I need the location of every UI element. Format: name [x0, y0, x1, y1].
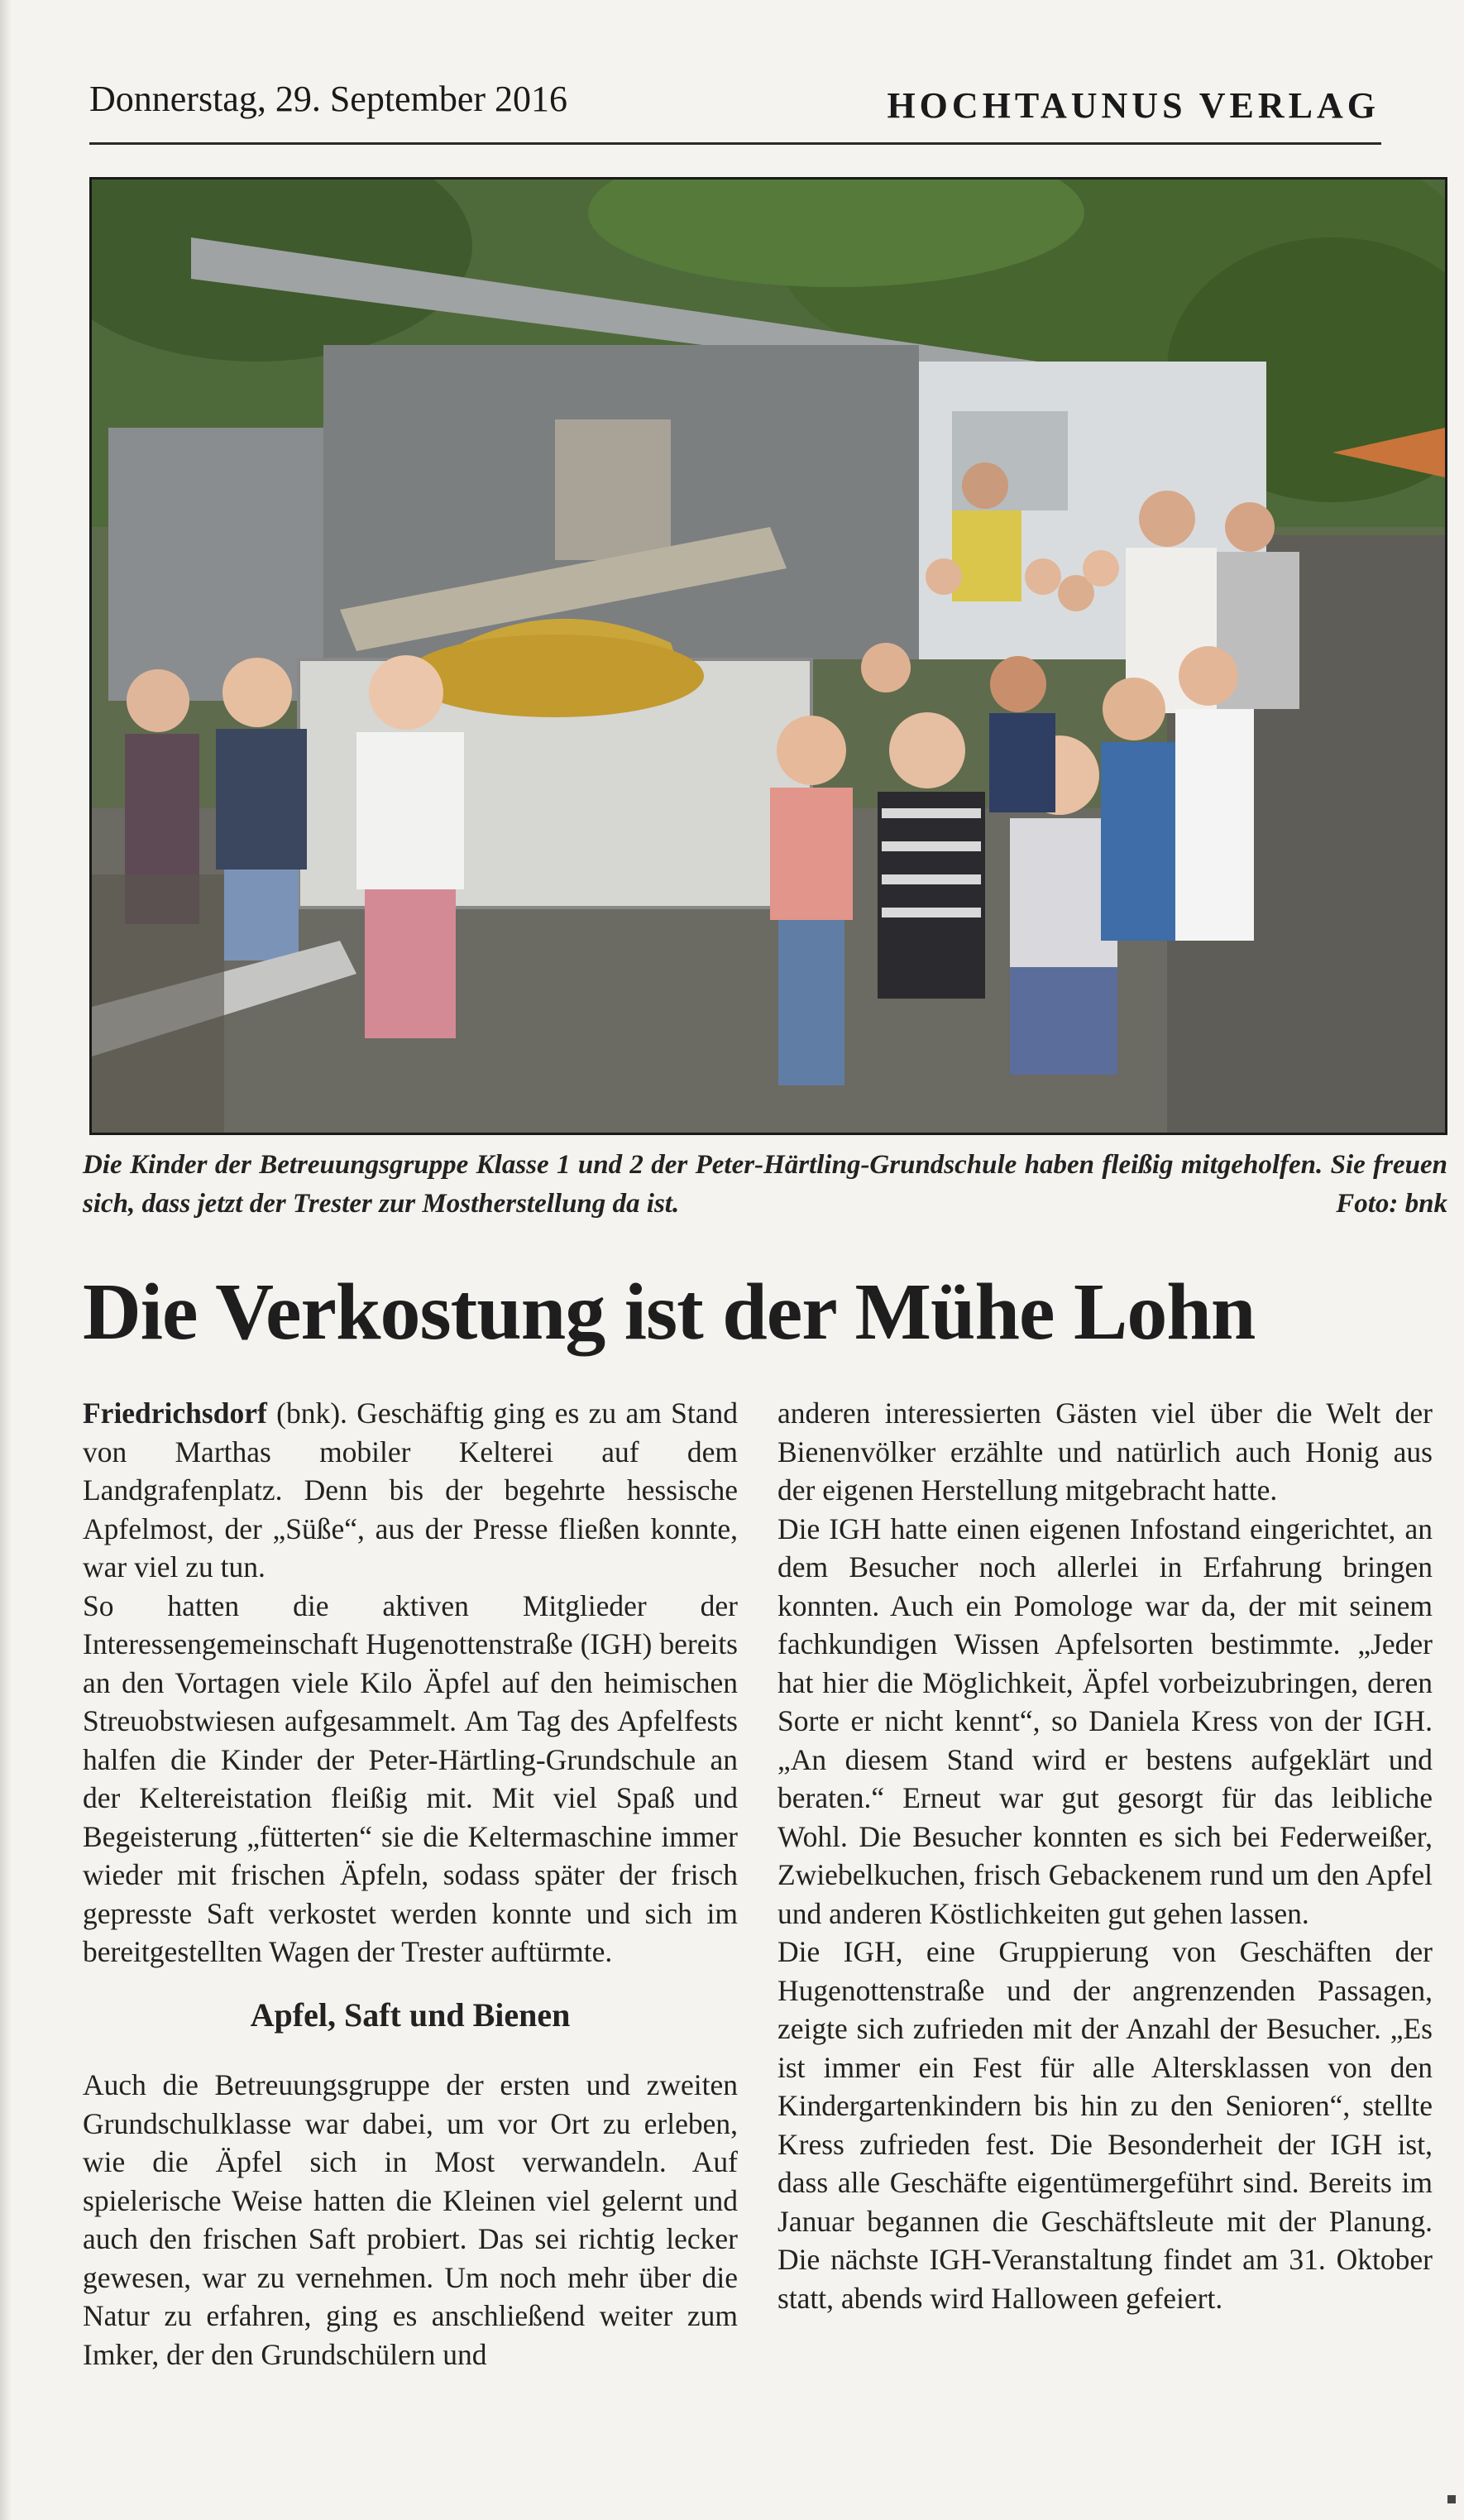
photo-credit: Foto: bnk [1336, 1189, 1447, 1219]
article-photo [89, 177, 1447, 1135]
article-headline: Die Verkostung ist der Mühe Lohn [83, 1267, 1256, 1357]
paragraph: Die IGH, eine Gruppierung von Geschäften der Hugenottenstraße und der angrenzenden Passagen, zeigte sich zufrieden mit der Anzahl der Besucher. „Es ist immer ein Fest für alle Altersklassen von den Kindergartenkindern bis hin zu den Senioren“, stellte Kress zufrieden fest. Die Besonderheit der IGH ist, dass alle Geschäfte eigentümergeführt sind. Bereits im Januar begannen die Geschäftsleute mit der Planung. Die nächste IGH-Veranstaltung findet am 31. Oktober statt, abends wird Halloween gefeiert. [777, 1935, 1433, 2315]
photo-caption [83, 1146, 1447, 1224]
publisher-name: HOCHTAUNUS VERLAG [887, 85, 1380, 126]
subheading: Apfel, Saft und Bienen [250, 1995, 571, 2034]
dateline: Friedrichsdorf [83, 1397, 267, 1430]
intro-text: (bnk). Geschäftig ging es zu am Stand von Marthas mobiler Kelterei auf dem Landgrafenplatz. Denn bis der begehrte hessische Apfelmost, der „Süße“, aus der Presse fließen konnte, war viel zu tun. [83, 1397, 738, 1583]
article-column-left [83, 1394, 738, 2374]
issue-date: Donnerstag, 29. September 2016 [89, 79, 567, 119]
caption-text: Die Kinder der Betreuungsgruppe Klasse 1 und 2 der Peter-Härtling-Grundschule haben fleißig mitgeholfen. Sie freuen sich, dass jetzt der Trester zur Mostherstellung da ist. [83, 1150, 1447, 1219]
paragraph: Die IGH hatte einen eigenen Infostand eingerichtet, an dem Besucher noch allerlei in Erfahrung bringen konnten. Auch ein Pomologe war da, der mit seinem fachkundigen Wissen Apfelsorten bestimmte. „Jeder hat hier die Möglichkeit, Äpfel vorbeizubringen, deren Sorte er nicht kennt“, so Daniela Kress von der IGH. „An diesem Stand wird er bestens aufgeklärt und beraten.“ Erneut war gut gesorgt für das leibliche Wohl. Die Besucher konnten es sich bei Federweißer, Zwiebelkuchen, frisch Gebackenem rund um den Apfel und anderen Köstlichkeiten gut gehen lassen. [777, 1512, 1433, 1930]
paragraph: So hatten die aktiven Mitglieder der Interessengemeinschaft Hugenottenstraße (IGH) bereits an den Vortagen viele Kilo Äpfel auf den heimischen Streuobstwiesen aufgesammelt. Am Tag des Apfelfests halfen die Kinder der Peter-Härtling-Grundschule an der Keltereistation fleißig mit. Mit viel Spaß und Begeisterung „fütterten“ sie die Keltermaschine immer wieder mit frischen Äpfeln, sodass später der frisch gepresste Saft verkostet werden konnte und sich im bereitgestellten Wagen der Trester auftürmte. [83, 1588, 738, 1968]
scan-edge [0, 0, 12, 2520]
photo-illustration [92, 180, 1445, 1133]
paragraph: Auch die Betreuungsgruppe der ersten und zweiten Grundschulklasse war dabei, um vor Ort zu erleben, wie die Äpfel sich in Most verwandeln. Auf spielerische Weise hatten die Kleinen viel gelernt und auch den frischen Saft probiert. Das sei richtig lecker gewesen, war zu vernehmen. Um noch mehr über die Natur zu erfahren, ging es anschließend weiter zum Imker, der den Grundschülern und [83, 2068, 738, 2371]
page-header [89, 73, 1380, 147]
scan-mark [1447, 2495, 1456, 2503]
paragraph-intro [83, 1394, 738, 1587]
article-column-right [777, 1394, 1433, 2317]
header-rule [89, 142, 1381, 145]
paragraph: anderen interessierten Gästen viel über die Welt der Bienenvölker erzählte und natürlich auch Honig aus der eigenen Herstellung mitgebracht hatte. [777, 1397, 1433, 1507]
